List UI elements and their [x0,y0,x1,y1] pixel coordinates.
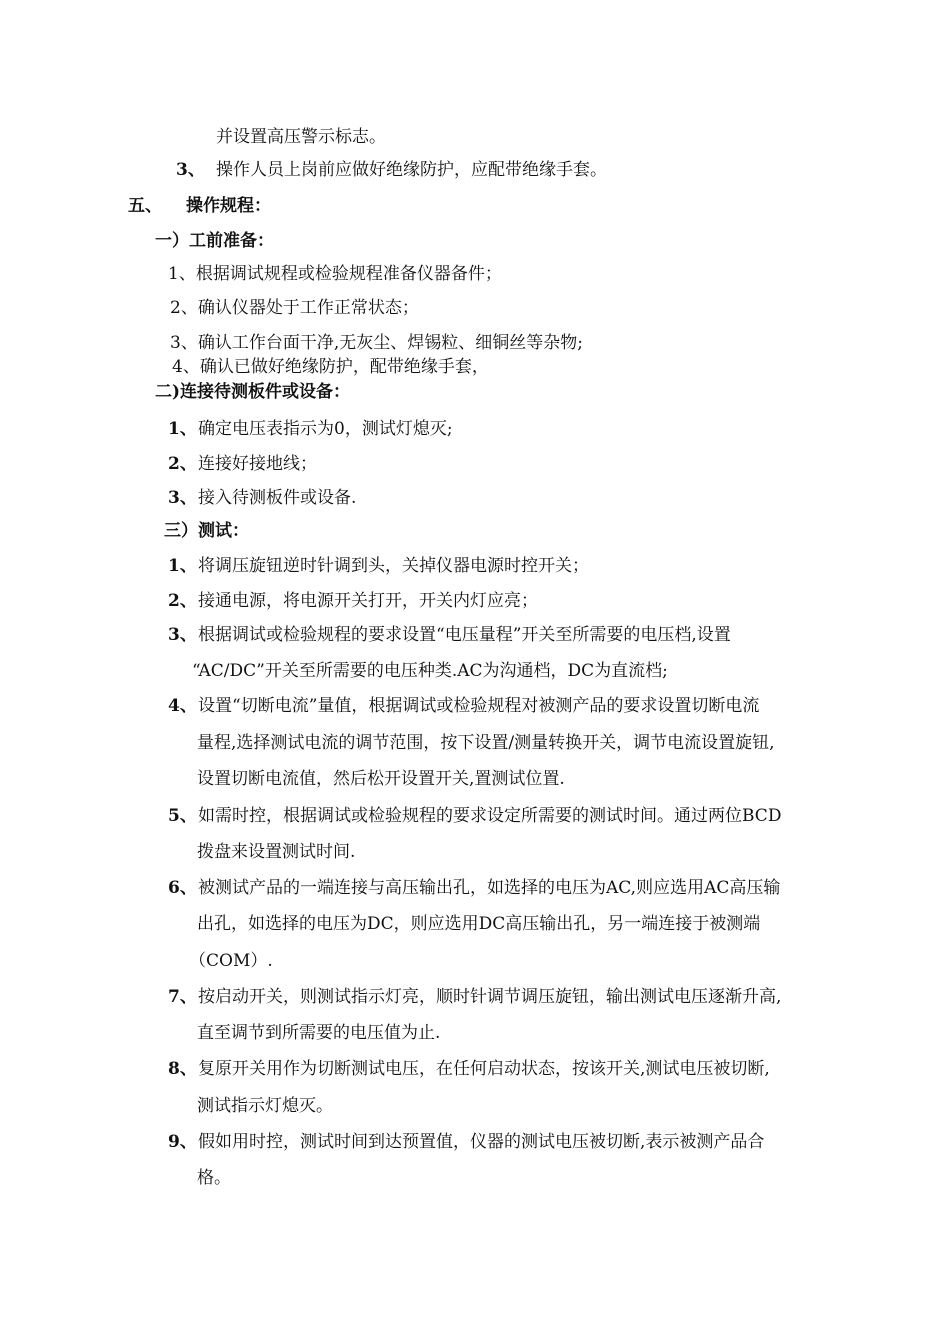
item-text: 连接好接地线； [198,454,317,474]
continuation-line: 出孔，如选择的电压为DC，则应选用DC高压输出孔，另一端连接于被测端 [197,914,761,934]
list-item [168,591,538,611]
item-text: 如需时控，根据调试或检验规程的要求设定所需要的测试时间。通过两位BCD [198,806,782,826]
list-item [168,454,317,474]
item-number: 3、 [168,625,197,645]
section-title: 操作规程： [186,196,271,216]
list-item [168,556,589,576]
item-text: 假如用时控，测试时间到达预置值，仪器的测试电压被切断,表示被测产品合 [198,1132,765,1152]
item-number: 5、 [168,806,197,826]
list-item [168,1132,764,1152]
continuation-line: 并设置高压警示标志。 [216,127,386,147]
list-item [168,1059,770,1079]
continuation-line: （COM）. [189,951,273,971]
list-item [168,696,759,716]
item-number: 2、 [168,591,197,611]
list-item [176,160,607,180]
subsection-heading: 三）测试： [164,521,249,541]
continuation-line: “AC/DC”开关至所需要的电压种类.AC为沟通档，DC为直流档; [192,661,668,681]
item-text: 接通电源，将电源开关打开，开关内灯应亮； [198,591,538,611]
item-number: 7、 [168,987,197,1007]
list-item [168,625,731,645]
list-item [168,987,781,1007]
item-number: 8、 [168,1059,197,1079]
item-text: 根据调试或检验规程的要求设置“电压量程”开关至所需要的电压档,设置 [198,625,731,645]
continuation-line: 格。 [197,1168,231,1188]
item-number: 6、 [168,878,197,898]
item-number: 3、 [176,160,205,180]
subsection-heading: 二)连接待测板件或设备： [155,382,351,402]
item-text: 复原开关用作为切断测试电压，在任何启动状态，按该开关,测试电压被切断, [198,1059,770,1079]
list-item: 4、确认已做好绝缘防护，配带绝缘手套， [172,357,489,377]
list-item [168,806,781,826]
continuation-line: 拨盘来设置测试时间. [197,842,356,862]
list-item [168,419,453,439]
section-number: 五、 [128,196,162,216]
item-text: 确定电压表指示为0，测试灯熄灭; [198,419,453,439]
item-text: 接入待测板件或设备. [198,488,357,508]
subsection-heading: 一）工前准备： [155,231,274,251]
list-item: 2、确认仪器处于工作正常状态； [170,298,419,318]
item-number: 2、 [168,454,197,474]
continuation-line: 设置切断电流值，然后松开设置开关,置测试位置. [197,769,565,789]
continuation-line: 测试指示灯熄灭。 [197,1096,333,1116]
continuation-line: 量程,选择测试电流的调节范围，按下设置/测量转换开关，调节电流设置旋钮, [197,733,775,753]
item-number: 1、 [168,419,197,439]
list-item [168,878,780,898]
item-number: 3、 [168,488,197,508]
item-number: 4、 [168,696,197,716]
list-item: 1、根据调试规程或检验规程准备仪器备件； [168,264,502,284]
item-number: 1、 [168,556,197,576]
section-heading [128,196,271,216]
item-text: 操作人员上岗前应做好绝缘防护，应配带绝缘手套。 [216,160,607,180]
list-item: 3、确认工作台面干净,无灰尘、焊锡粒、细铜丝等杂物; [170,333,583,353]
item-text: 被测试产品的一端连接与高压输出孔，如选择的电压为AC,则应选用AC高压输 [198,878,781,898]
list-item [168,488,356,508]
item-text: 设置“切断电流”量值，根据调试或检验规程对被测产品的要求设置切断电流 [198,696,760,716]
continuation-line: 直至调节到所需要的电压值为止. [197,1023,441,1043]
item-text: 按启动开关，则测试指示灯亮，顺时针调节调压旋钮，输出测试电压逐渐升高, [198,987,782,1007]
item-text: 将调压旋钮逆时针调到头，关掉仪器电源时控开关； [198,556,589,576]
item-number: 9、 [168,1132,197,1152]
